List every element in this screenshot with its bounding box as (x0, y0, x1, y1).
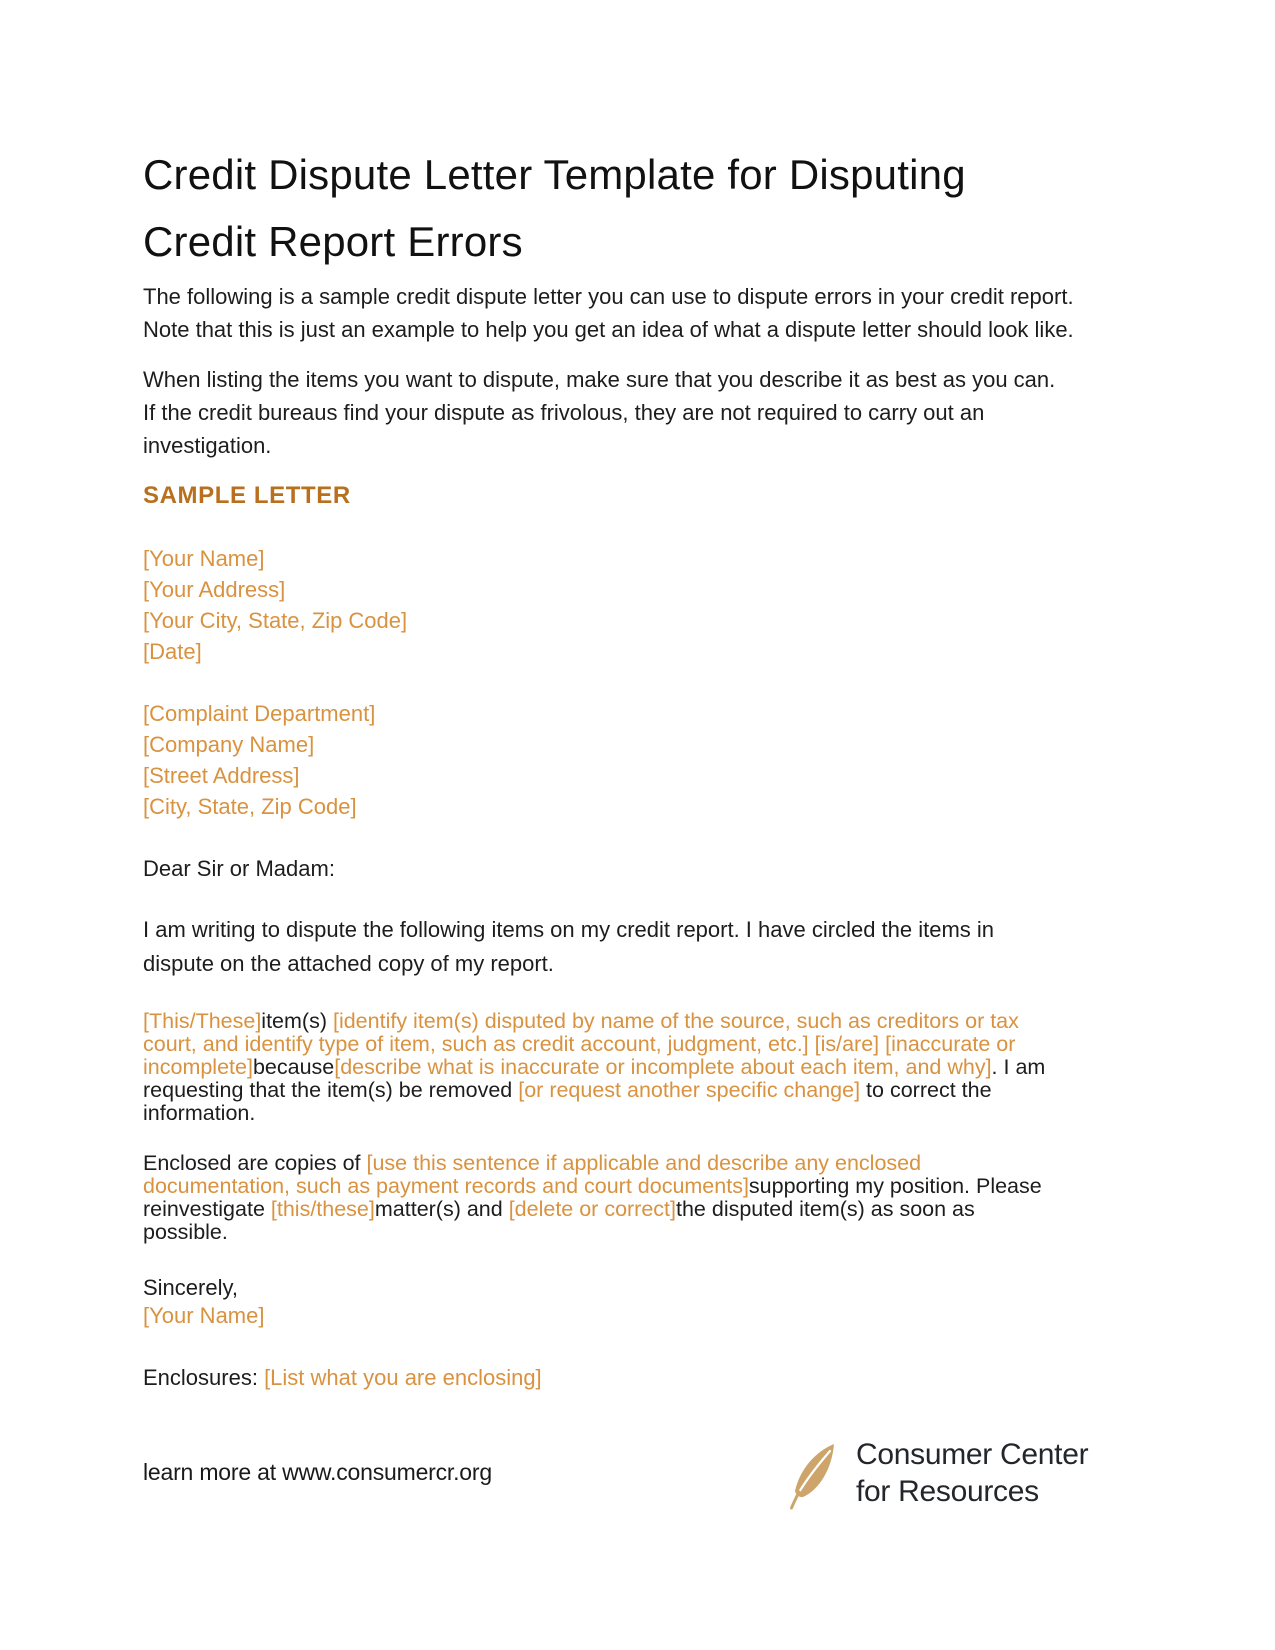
footer-learn-more-text: learn more at www.consumercr.org (143, 1459, 492, 1485)
enclosed-copies-paragraph: Enclosed are copies of [use this sentence if applicable and describe any enclosed documentation, such as payment records and court documents]supporting my position. Please reinvestigate [this/these]matter(s) and [delete or correct]the disputed item(s) as soon as possible. (143, 1151, 1042, 1244)
logo-text (856, 1436, 1088, 1510)
logo-text-line1: Consumer Center (856, 1438, 1089, 1471)
intro-paragraph-1: The following is a sample credit dispute letter you can use to dispute errors in your credit report. Note that this is just an example to help you get an idea of what a dispute letter should look like. (143, 284, 1074, 342)
recipient-address-block: [Complaint Department] [Company Name] [Street Address] [City, State, Zip Code] (143, 701, 376, 819)
intro-paragraph-2: When listing the items you want to dispute, make sure that you describe it as best as you can. If the credit bureaus find your dispute as frivolous, they are not required to carry out an investigation. (143, 367, 1056, 458)
salutation: Dear Sir or Madam: (143, 856, 335, 881)
sender-address-block: [Your Name] [Your Address] [Your City, State, Zip Code] [Date] (143, 546, 408, 664)
signature-placeholder: [Your Name] (143, 1303, 265, 1328)
logo-text-line2: for Resources (856, 1475, 1039, 1508)
sample-letter-heading: SAMPLE LETTER (143, 482, 351, 509)
consumer-center-logo (789, 1436, 1088, 1510)
feather-icon (789, 1442, 839, 1510)
closing-sincerely: Sincerely, (143, 1275, 238, 1300)
page-title: Credit Dispute Letter Template for Disputing Credit Report Errors (143, 151, 966, 265)
dispute-items-paragraph: [This/These]item(s) [identify item(s) disputed by name of the source, such as creditors or tax court, and identify type of item, such as credit account, judgment, etc.] [is/are] [inaccurate or incomplete]because[describe what is inaccurate or incomplete about each item, and why]. I am requesting that the item(s) be removed [or request another specific change] to correct the information. (143, 1009, 1046, 1125)
enclosures-line: Enclosures: [List what you are enclosing] (143, 1365, 542, 1390)
opening-paragraph: I am writing to dispute the following items on my credit report. I have circled the items in dispute on the attached copy of my report. (143, 917, 995, 976)
